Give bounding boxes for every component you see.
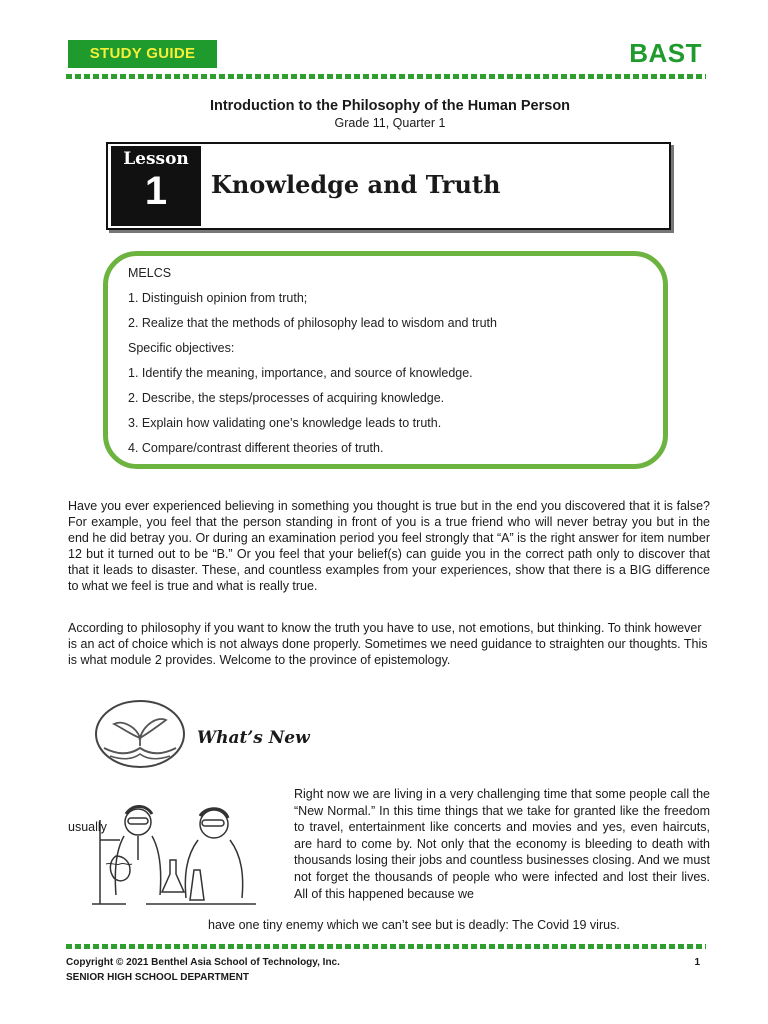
page-number: 1: [694, 957, 700, 968]
stray-word: usually: [68, 820, 107, 834]
scientists-lab-illustration: [86, 800, 266, 910]
footer-divider: [66, 944, 706, 949]
whats-new-last-line: have one tiny enemy which we can’t see but is deadly: The Covid 19 virus.: [208, 918, 620, 932]
objective-item: 4. Compare/contrast different theories of truth.: [128, 441, 384, 455]
document-subtitle: Grade 11, Quarter 1: [334, 116, 446, 130]
objective-item: 3. Explain how validating one’s knowledge leads to truth.: [128, 416, 442, 430]
objectives-heading: Specific objectives:: [128, 341, 235, 355]
brand-logo-text: BAST: [629, 38, 702, 68]
lesson-number-box: [111, 146, 201, 226]
copyright-text: Copyright © 2021 Benthel Asia School of Technology, Inc.: [66, 957, 340, 968]
melcs-item: 1. Distinguish opinion from truth;: [128, 291, 308, 305]
study-guide-badge: STUDY GUIDE: [68, 40, 217, 68]
lesson-label: Lesson: [123, 149, 189, 169]
intro-paragraph: Have you ever experienced believing in something you thought is true but in the end you discovered that it is false? For example, you feel that the person standing in front of you is a true friend who will never betray you but in the end he did betray you. Or during an examination period you feel strongly that “A” is the right answer for item number 12 but it turned out to be “B.” Or you feel that your belief(s) can guide you in the correct path only to discover that that it leads to disaster. These, and countless examples from your experiences, show that there is a BIG difference to what we feel is true and what is really true.: [68, 499, 710, 593]
philosophy-paragraph: According to philosophy if you want to know the truth you have to use, not emotions, but thinking. To think however is an act of choice which is not always done properly. Sometimes we need guidance to straighten our thoughts. This is what module 2 provides. Welcome to the province of epistemology.: [68, 621, 708, 667]
whats-new-heading: What’s New: [197, 728, 310, 748]
lesson-title: Knowledge and Truth: [211, 170, 501, 199]
melcs-item: 2. Realize that the methods of philosophy lead to wisdom and truth: [128, 316, 497, 330]
lesson-number: 1: [144, 169, 168, 213]
header-divider: [66, 74, 706, 79]
objective-item: 1. Identify the meaning, importance, and source of knowledge.: [128, 366, 473, 380]
hands-holding-plant-icon: [92, 698, 188, 770]
document-title: Introduction to the Philosophy of the Human Person: [209, 98, 571, 114]
melcs-heading: MELCS: [128, 266, 172, 280]
melcs-box: [103, 251, 668, 469]
whats-new-text: Right now we are living in a very challenging time that some people call the “New Normal.” In this time things that we take for granted like the freedom to travel, entertainment like concerts and movies and yes, even haircuts, are hard to come by. Not only that the economy is bleeding to death with thousands losing their jobs and countless businesses closing. And we must not forget the thousands of people who were infected and lost their lives. All of this happened because we: [294, 787, 710, 901]
objective-item: 2. Describe, the steps/processes of acquiring knowledge.: [128, 391, 445, 405]
department-text: SENIOR HIGH SCHOOL DEPARTMENT: [66, 972, 249, 983]
